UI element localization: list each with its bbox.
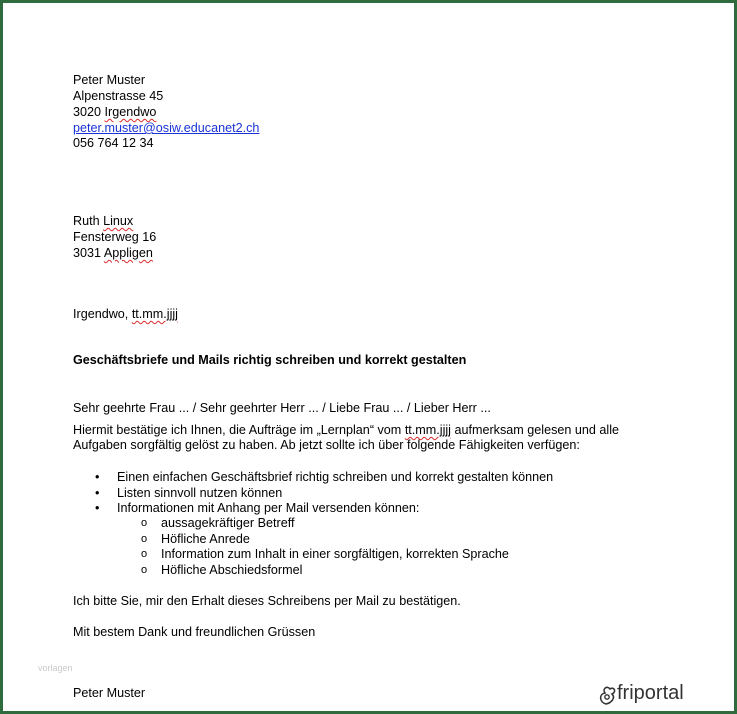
bullet-marker: • xyxy=(95,486,100,500)
body-paragraph-line-2: Aufgaben sorgfältig gelöst zu haben. Ab jetzt sollte ich über folgende Fähigkeiten verfügen: xyxy=(73,438,580,452)
sender-email-link[interactable]: peter.muster@osiw.educanet2.ch xyxy=(73,121,260,135)
sender-street: Alpenstrasse 45 xyxy=(73,89,164,103)
recipient-last-name: Linux xyxy=(103,214,134,228)
body-paragraph-line-1 xyxy=(73,423,619,438)
recipient-first-name: Ruth xyxy=(73,214,100,228)
recipient-street: Fensterweg 16 xyxy=(73,230,157,244)
recipient-city-line xyxy=(73,246,153,261)
list-item-text: Informationen mit Anhang per Mail versenden können: xyxy=(117,501,420,515)
list-item-text: Einen einfachen Geschäftsbrief richtig schreiben und korrekt gestalten können xyxy=(117,470,554,484)
date-line xyxy=(73,307,178,322)
sub-list-item-text: Höfliche Anrede xyxy=(161,532,250,546)
sub-list-item-text: Information zum Inhalt in einer sorgfältigen, korrekten Sprache xyxy=(161,547,509,561)
sub-bullet-marker: o xyxy=(141,564,148,576)
sub-bullet-marker: o xyxy=(141,533,148,545)
recipient-city: Appligen xyxy=(103,246,153,260)
recipient-name-line xyxy=(73,214,133,229)
sender-zip: 3020 xyxy=(73,105,102,119)
friportal-logo-icon xyxy=(596,682,618,706)
request-sentence: Ich bitte Sie, mir den Erhalt dieses Schreibens per Mail zu bestätigen. xyxy=(73,594,461,608)
bullet-marker: • xyxy=(95,501,100,515)
body-date-placeholder: tt.mm.jjjj xyxy=(404,423,451,437)
bullet-marker: • xyxy=(95,470,100,484)
sender-name: Peter Muster xyxy=(73,73,146,87)
signature-name: Peter Muster xyxy=(73,686,146,700)
watermark-text: vorlagen xyxy=(38,663,73,673)
salutation: Sehr geehrte Frau ... / Sehr geehrter Herr ... / Liebe Frau ... / Lieber Herr ... xyxy=(73,401,491,415)
letter-subject: Geschäftsbriefe und Mails richtig schreiben und korrekt gestalten xyxy=(73,353,467,367)
list-item-text: Listen sinnvoll nutzen können xyxy=(117,486,283,500)
date-value: tt.mm.jjjj xyxy=(131,307,178,321)
sub-bullet-marker: o xyxy=(141,548,148,560)
body-text-part-b: aufmerksam gelesen und alle xyxy=(454,423,619,437)
sub-bullet-marker: o xyxy=(141,517,148,529)
sender-phone: 056 764 12 34 xyxy=(73,136,154,150)
sub-list-item-text: aussagekräftiger Betreff xyxy=(161,516,295,530)
sub-list-item-text: Höfliche Abschiedsformel xyxy=(161,563,303,577)
date-place: Irgendwo, xyxy=(73,307,129,321)
body-text-part-a: Hiermit bestätige ich Ihnen, die Aufträge im „Lernplan“ vom xyxy=(73,423,402,437)
sender-city: Irgendwo xyxy=(104,105,157,119)
closing-formula: Mit bestem Dank und freundlichen Grüssen xyxy=(73,625,316,639)
sender-email-line xyxy=(73,121,259,136)
sender-city-line xyxy=(73,105,156,120)
logo-wordmark: friportal xyxy=(617,682,684,704)
recipient-zip: 3031 xyxy=(73,246,102,260)
